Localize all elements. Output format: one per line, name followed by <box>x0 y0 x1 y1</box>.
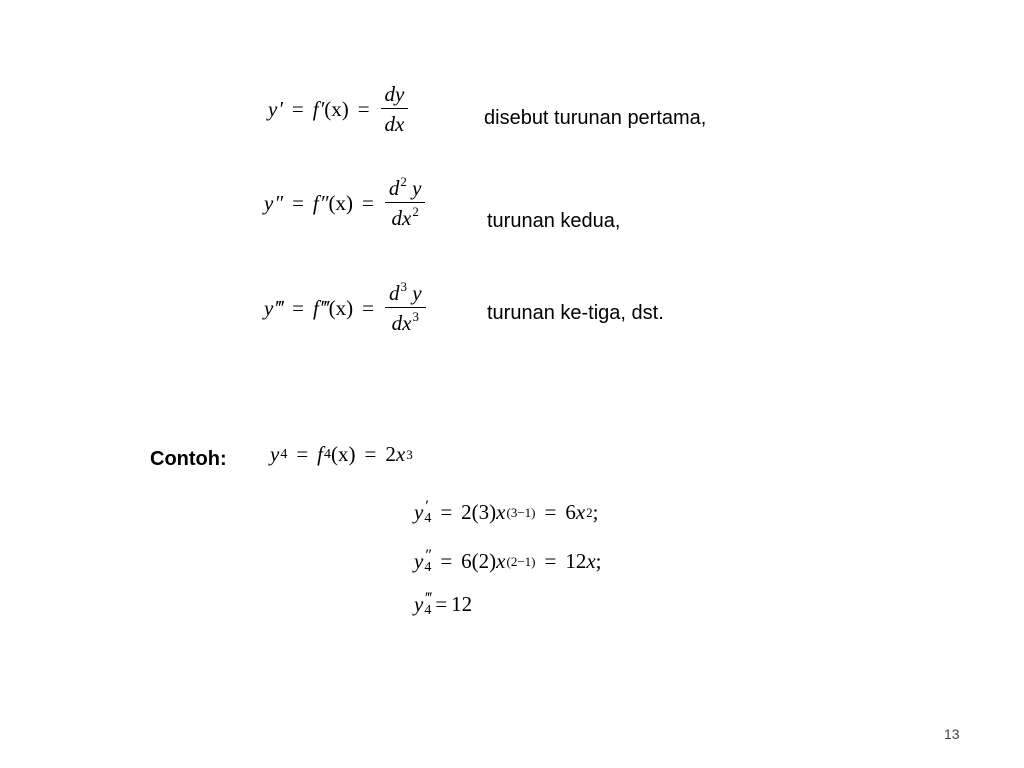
prime-subscript <box>424 497 432 526</box>
prime-subscript <box>424 546 432 575</box>
example-second-derivative: y ″ 4 = 6(2) x (2−1) = 12 x ; <box>414 546 602 575</box>
numerator-power: 3 <box>400 279 408 294</box>
numerator-y: y <box>412 281 422 305</box>
semicolon: ; <box>592 500 599 524</box>
example-third-derivative <box>414 589 473 618</box>
subscript: 4 <box>424 510 432 526</box>
x-symbol: x <box>586 549 596 573</box>
argument: (x) <box>328 191 354 216</box>
numerator-d: d <box>388 176 400 200</box>
example-first-derivative: y ′ 4 = 2(3) x (3−1) = 6 x 2 ; <box>414 497 599 526</box>
numerator-power: 2 <box>400 174 407 189</box>
page-number: 13 <box>944 726 960 742</box>
example-heading: Contoh: <box>150 448 227 470</box>
coefficient: 2 <box>385 442 396 466</box>
y-symbol: y <box>414 592 424 616</box>
equals-sign: = <box>544 500 557 524</box>
third-derivative-label: turunan ke-tiga, dst. <box>487 302 664 324</box>
derivative-fraction <box>385 279 426 336</box>
denominator-power: 2 <box>412 204 419 220</box>
x-symbol: x <box>575 500 586 524</box>
y-symbol: y <box>264 191 274 216</box>
coefficient: 6(2) <box>461 549 497 573</box>
triple-prime-mark: ‴ <box>319 296 329 321</box>
f-symbol: f <box>312 191 319 216</box>
prime-mark: ′ <box>278 97 283 122</box>
denominator-dx: dx <box>391 206 412 231</box>
fraction-numerator <box>385 279 426 307</box>
denominator-power: 3 <box>412 309 419 325</box>
argument: (x) <box>331 442 356 466</box>
result-coefficient: 12 <box>565 549 587 573</box>
denominator-dx: dx <box>391 311 412 336</box>
result-value: 12 <box>451 592 473 616</box>
equals-sign: = <box>296 442 309 466</box>
first-derivative-equation <box>268 84 408 135</box>
double-prime-mark: ″ <box>424 546 431 564</box>
double-prime-mark: ″ <box>274 191 284 216</box>
derivative-fraction <box>381 84 409 135</box>
equals-sign: = <box>362 191 374 216</box>
semicolon: ; <box>595 549 602 573</box>
equals-sign: = <box>291 97 304 122</box>
equals-sign: = <box>357 97 370 122</box>
third-derivative-equation <box>264 279 426 336</box>
argument: (x) <box>324 97 349 122</box>
y-symbol: y <box>264 296 274 321</box>
equals-sign: = <box>544 549 557 573</box>
f-symbol: f <box>313 296 319 321</box>
equals-sign: = <box>292 296 304 321</box>
subscript: 4 <box>424 559 432 575</box>
fraction-denominator <box>387 203 422 229</box>
f-symbol: f <box>312 97 319 122</box>
x-symbol: x <box>395 442 406 466</box>
second-derivative-equation <box>264 174 425 231</box>
coefficient: 2(3) <box>461 500 497 524</box>
x-symbol: x <box>496 500 506 524</box>
equals-sign: = <box>440 500 453 524</box>
prime-mark: ′ <box>424 497 428 515</box>
fraction-denominator <box>388 308 423 334</box>
triple-prime-mark: ‴ <box>424 589 432 607</box>
y-symbol: y <box>270 442 280 466</box>
derivative-fraction <box>385 174 426 231</box>
numerator-d: d <box>389 281 400 305</box>
first-derivative-label: disebut turunan pertama, <box>484 107 707 129</box>
fraction-numerator <box>385 174 426 202</box>
y-symbol: y <box>414 500 424 524</box>
equals-sign: = <box>364 442 377 466</box>
equals-sign: = <box>435 592 448 616</box>
equals-sign: = <box>362 296 375 321</box>
triple-prime-mark: ‴ <box>274 296 284 321</box>
second-derivative-label: turunan kedua, <box>487 210 621 232</box>
numerator-y: y <box>412 176 422 200</box>
y-symbol: y <box>414 549 424 573</box>
subscript: 4 <box>424 602 432 618</box>
argument: (x) <box>328 296 354 321</box>
example-given-function: y 4 = f 4 (x) = 2 x 3 <box>270 442 413 466</box>
fraction-numerator: dy <box>384 82 405 106</box>
fraction-denominator: dx <box>384 112 405 137</box>
double-prime-mark: ″ <box>319 191 329 216</box>
y-symbol: y <box>268 97 278 122</box>
prime-subscript <box>424 589 432 618</box>
equals-sign: = <box>292 191 304 216</box>
prime-mark: ′ <box>319 97 325 122</box>
f-symbol: f <box>317 442 324 466</box>
equals-sign: = <box>440 549 453 573</box>
result-coefficient: 6 <box>565 500 576 524</box>
x-symbol: x <box>496 549 506 573</box>
